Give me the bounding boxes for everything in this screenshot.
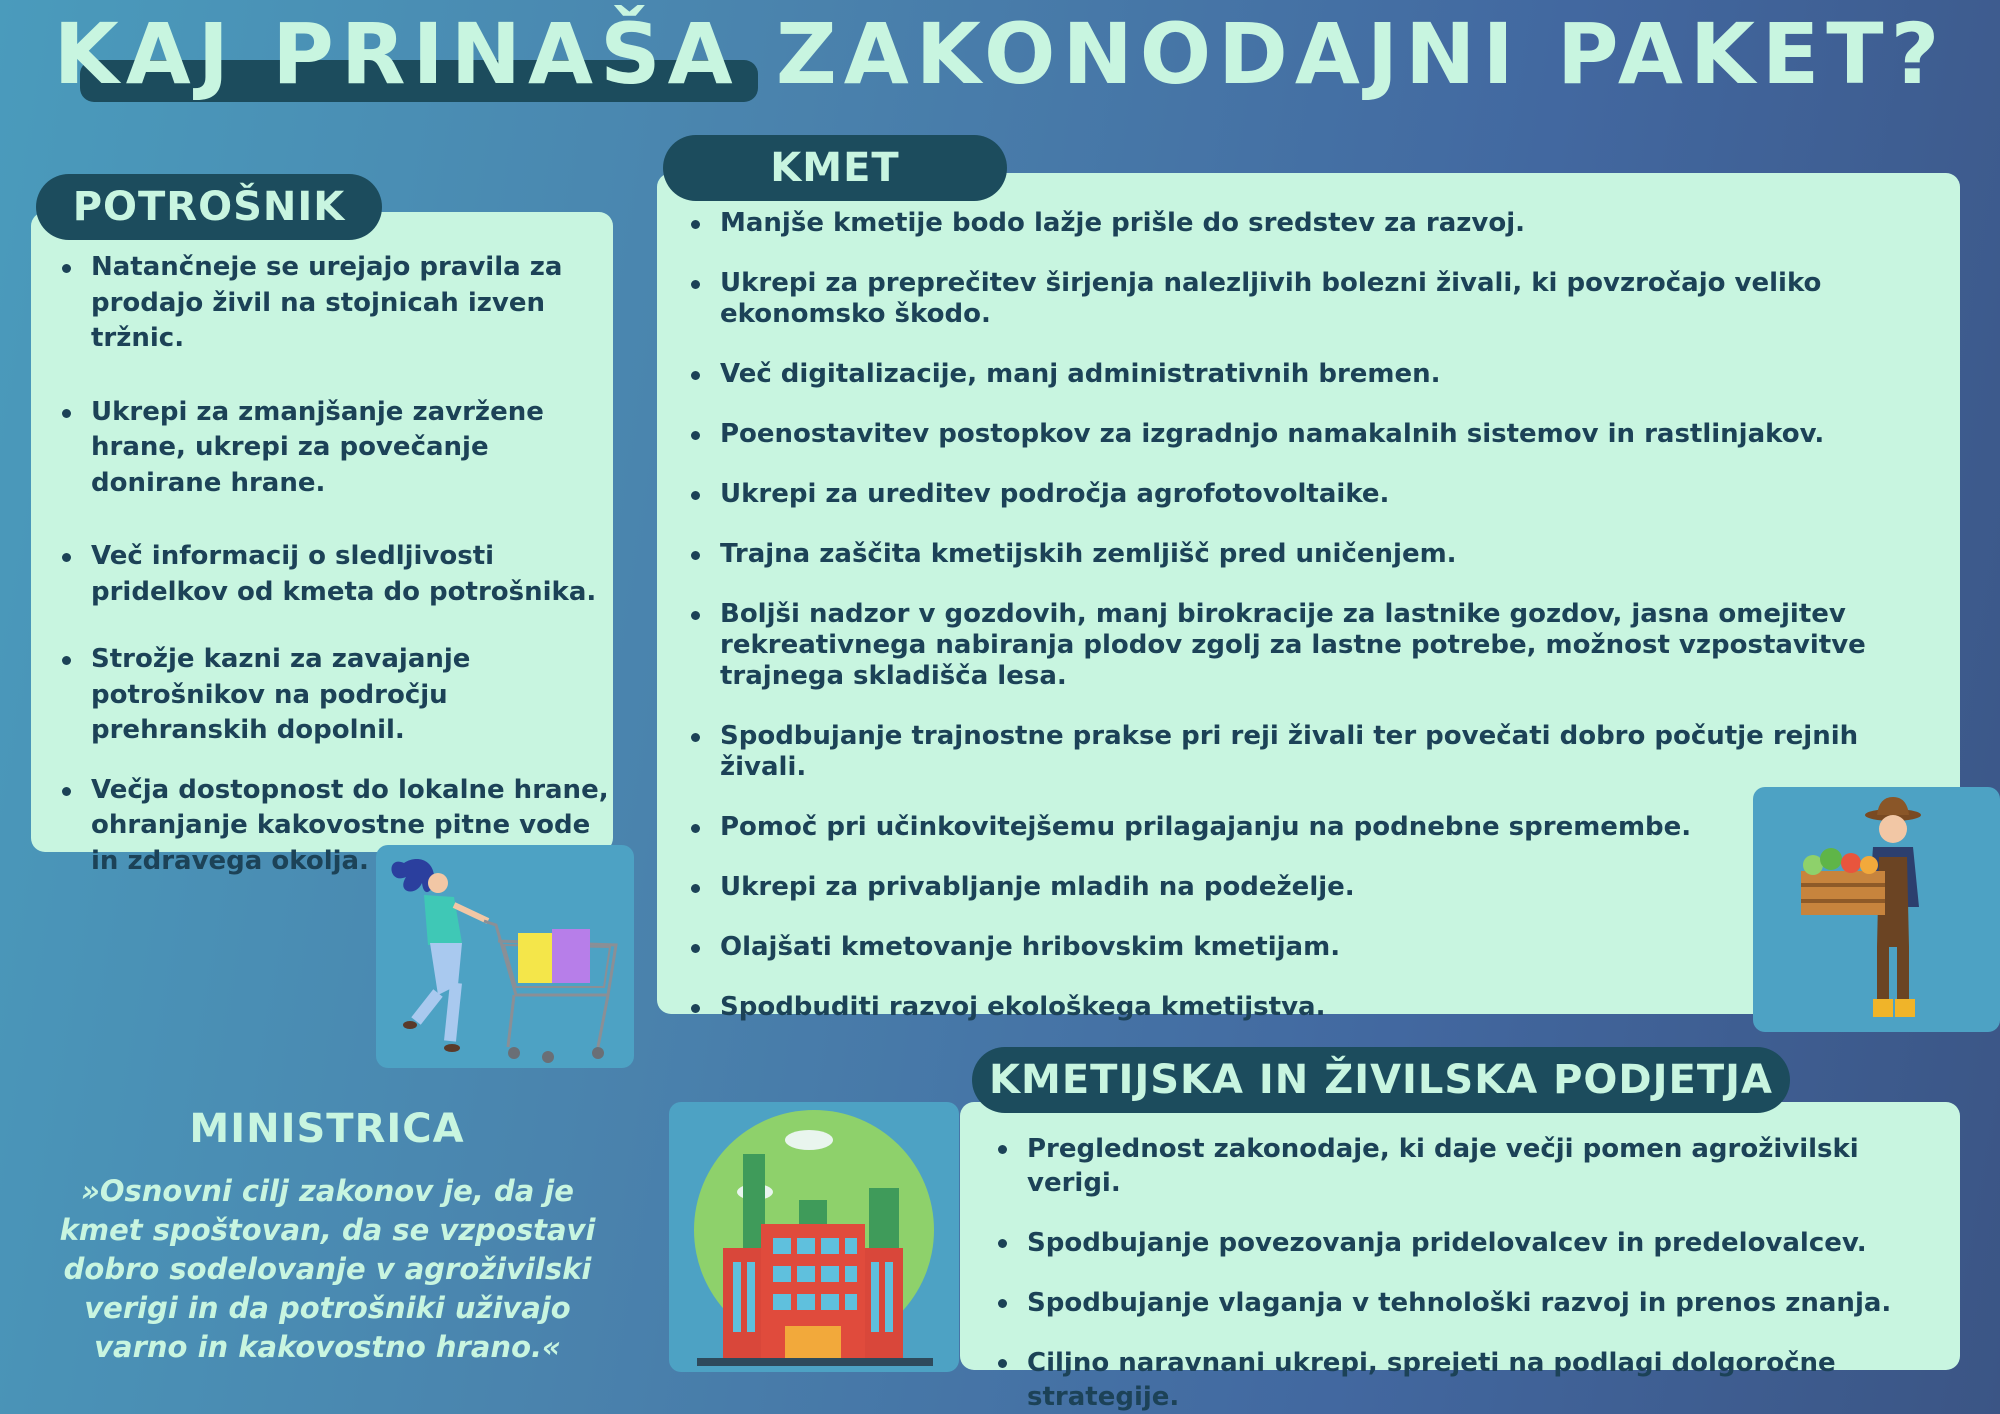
consumer-heading: POTROŠNIK <box>36 174 382 240</box>
list-item: Boljši nadzor v gozdovih, manj birokracije za lastnike gozdov, jasna omejitev rekreativnega nabiranja plodov zgolj za lastne potrebe, možnost vzpostavitve trajnega skladišča lesa. <box>720 599 1950 692</box>
building-illustration <box>669 1102 959 1372</box>
list-item: Spodbuditi razvoj ekološkega kmetijstva. <box>720 992 1950 1023</box>
list-item: Ukrepi za privabljanje mladih na podeželje. <box>720 872 1950 903</box>
list-item: Ukrepi za preprečitev širjenja nalezljivih bolezni živali, ki povzročajo veliko ekonomsko škodo. <box>720 268 1950 330</box>
farmer-heading: KMET <box>663 135 1007 201</box>
farmer-illustration <box>1753 787 2000 1032</box>
list-item: Natančneje se urejajo pravila za prodajo živil na stojnicah izven tržnic. <box>91 250 611 357</box>
list-item: Ukrepi za zmanjšanje zavržene hrane, ukrepi za povečanje donirane hrane. <box>91 395 611 502</box>
minister-heading: MINISTRICA <box>189 1106 465 1152</box>
minister-quote: »Osnovni cilj zakonov je, da je kmet spoštovan, da se vzpostavi dobro sodelovanje v agroživilski verigi in da potrošniki uživajo varno in kakovostno hrano.« <box>59 1174 596 1364</box>
shopper-illustration <box>376 845 634 1068</box>
list-item: Spodbujanje vlaganja v tehnološki razvoj in prenos znanja. <box>1027 1286 1957 1320</box>
list-item: Več informacij o sledljivosti pridelkov od kmeta do potrošnika. <box>91 539 611 610</box>
list-item: Manjše kmetije bodo lažje prišle do sredstev za razvoj. <box>720 208 1950 239</box>
list-item: Poenostavitev postopkov za izgradnjo namakalnih sistemov in rastlinjakov. <box>720 419 1950 450</box>
companies-list <box>1027 1132 1957 1414</box>
list-item: Trajna zaščita kmetijskih zemljišč pred uničenjem. <box>720 539 1950 570</box>
consumer-list <box>91 250 611 879</box>
factory-icon <box>669 1102 959 1372</box>
list-item: Večja dostopnost do lokalne hrane, ohranjanje kakovostne pitne vode in zdravega okolja. <box>91 773 611 880</box>
list-item: Pomoč pri učinkovitejšemu prilagajanju na podnebne spremembe. <box>720 812 1950 843</box>
shopper-icon <box>376 845 634 1068</box>
list-item: Ukrepi za ureditev področja agrofotovoltaike. <box>720 479 1950 510</box>
list-item: Spodbujanje povezovanja pridelovalcev in predelovalcev. <box>1027 1226 1957 1260</box>
farmer-icon <box>1753 787 2000 1032</box>
companies-heading: KMETIJSKA IN ŽIVILSKA PODJETJA <box>972 1047 1790 1113</box>
list-item: Preglednost zakonodaje, ki daje večji pomen agroživilski verigi. <box>1027 1132 1957 1200</box>
list-item: Olajšati kmetovanje hribovskim kmetijam. <box>720 932 1950 963</box>
list-item: Spodbujanje trajnostne prakse pri reji živali ter povečati dobro počutje rejnih živali. <box>720 721 1950 783</box>
list-item: Strožje kazni za zavajanje potrošnikov na področju prehranskih dopolnil. <box>91 642 611 749</box>
list-item: Ciljno naravnani ukrepi, sprejeti na podlagi dolgoročne strategije. <box>1027 1346 1957 1414</box>
list-item: Več digitalizacije, manj administrativnih bremen. <box>720 359 1950 390</box>
page-title: KAJ PRINAŠA ZAKONODAJNI PAKET? <box>53 5 1947 103</box>
